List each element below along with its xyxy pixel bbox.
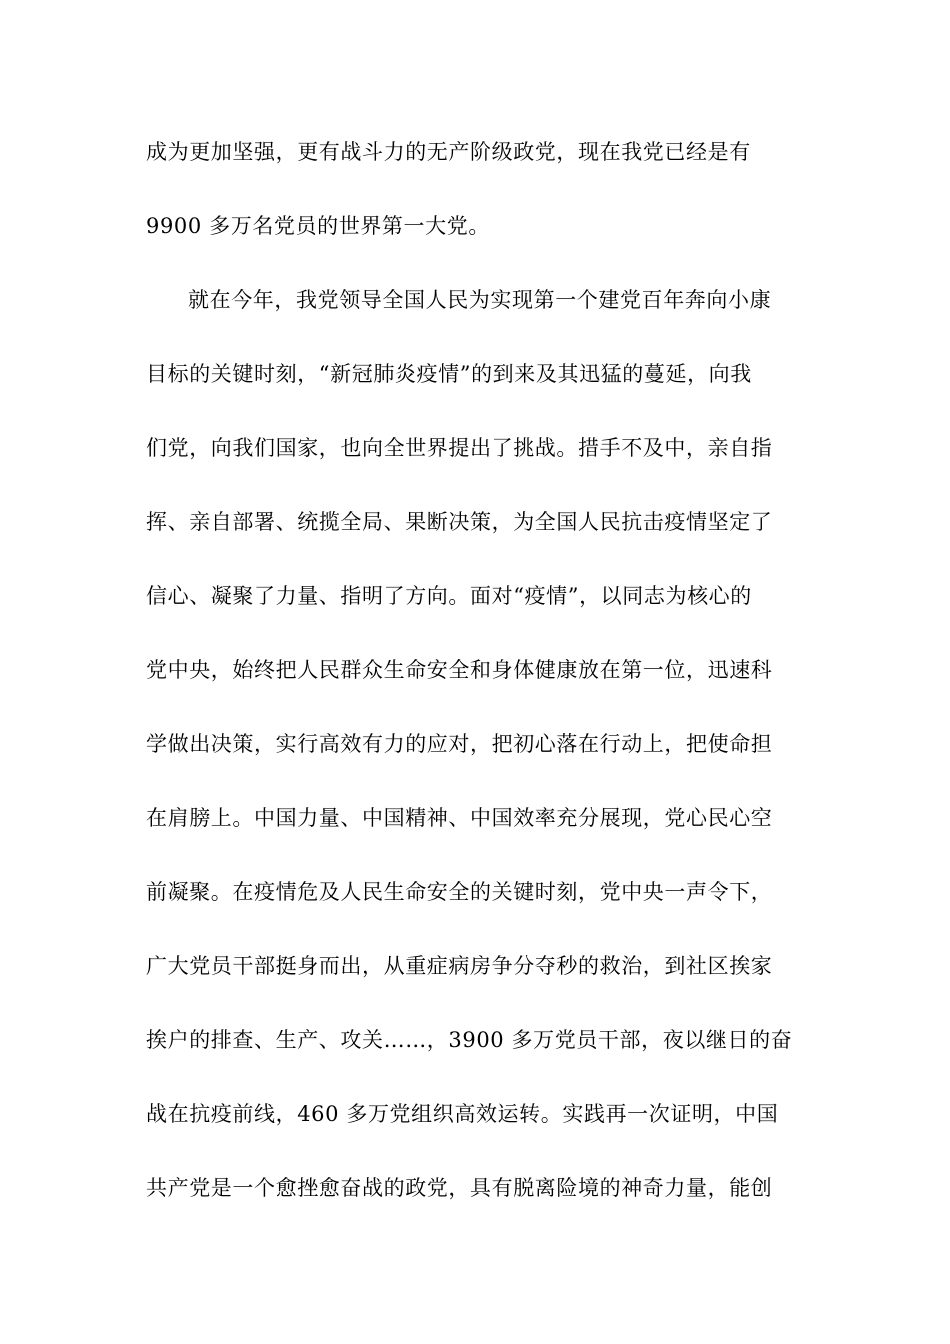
text-line-11: 前凝聚。在疫情危及人民生命安全的关键时刻，党中央一声令下， bbox=[146, 880, 773, 904]
text-line-5: 们党，向我们国家，也向全世界提出了挑战。措手不及中，亲自指 bbox=[146, 436, 773, 460]
text-line-7: 信心、凝聚了力量、指明了方向。面对“疫情”，以同志为核心的 bbox=[146, 584, 752, 608]
text-line-15: 共产党是一个愈挫愈奋战的政党，具有脱离险境的神奇力量，能创 bbox=[146, 1176, 773, 1200]
text-line-6: 挥、亲自部署、统揽全局、果断决策，为全国人民抗击疫情坚定了 bbox=[146, 510, 773, 534]
text-line-14: 战在抗疫前线，460 多万党组织高效运转。实践再一次证明，中国 bbox=[146, 1102, 779, 1126]
text-line-2: 9900 多万名党员的世界第一大党。 bbox=[146, 214, 490, 238]
paragraph-first-line: 就在今年，我党领导全国人民为实现第一个建党百年奔向小康 bbox=[188, 288, 772, 312]
text-line-13: 挨户的排查、生产、攻关……，3900 多万党员干部，夜以继日的奋 bbox=[146, 1028, 793, 1052]
text-line-4: 目标的关键时刻，“新冠肺炎疫情”的到来及其迅猛的蔓延，向我 bbox=[146, 362, 752, 386]
text-line-8: 党中央，始终把人民群众生命安全和身体健康放在第一位，迅速科 bbox=[146, 658, 773, 682]
text-line-10: 在肩膀上。中国力量、中国精神、中国效率充分展现，党心民心空 bbox=[146, 806, 773, 830]
text-line-1: 成为更加坚强，更有战斗力的无产阶级政党，现在我党已经是有 bbox=[146, 140, 751, 164]
text-line-12: 广大党员干部挺身而出，从重症病房争分夺秒的救治，到社区挨家 bbox=[146, 954, 773, 978]
text-line-9: 学做出决策，实行高效有力的应对，把初心落在行动上，把使命担 bbox=[146, 732, 773, 756]
